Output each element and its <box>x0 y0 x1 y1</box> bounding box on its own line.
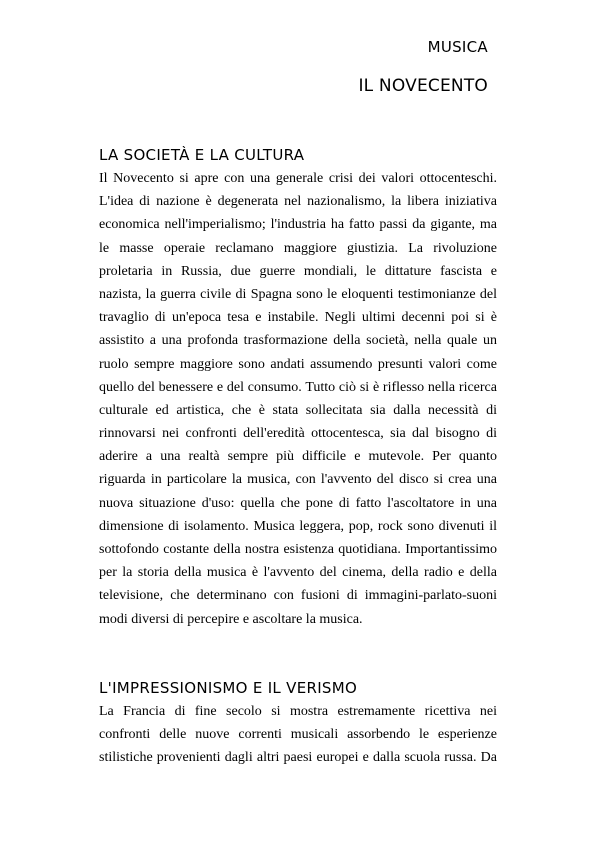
paragraph-line: riguarda in particolare la musica, con l'avvento del disco si crea una <box>99 472 497 488</box>
section-heading-impressionismo: L'IMPRESSIONISMO E IL VERISMO <box>99 679 358 697</box>
section-paragraph-impressionismo <box>99 700 497 770</box>
paragraph-line: ruolo sempre maggiore sono andati assumendo presunti valori come <box>99 356 497 372</box>
paragraph-line: proletaria in Russia, due guerre mondiali, le dittature fascista e <box>99 263 497 279</box>
paragraph-line: le masse operaie reclamano maggiore giustizia. La rivoluzione <box>99 240 497 256</box>
paragraph-line: aderire a una realtà sempre più difficile e mutevole. Per quanto <box>99 449 497 465</box>
paragraph-line: La Francia di fine secolo si mostra estremamente ricettiva nei <box>99 704 497 719</box>
paragraph-line: modi diversi di percepire e ascoltare la musica. <box>99 611 363 627</box>
subject-header: MUSICA <box>427 38 488 56</box>
paragraph-line: confronti delle nuove correnti musicali assorbendo le esperienze <box>99 727 497 743</box>
paragraph-line: L'idea di nazione è degenerata nel nazionalismo, la libera iniziativa <box>99 194 497 210</box>
paragraph-line: economica nell'imperialismo; l'industria ha fatto passi da gigante, ma <box>99 217 497 233</box>
section-heading-societa: LA SOCIETÀ E LA CULTURA <box>99 146 305 164</box>
paragraph-line: per la storia della musica è l'avvento del cinema, della radio e della <box>99 565 497 581</box>
paragraph-line: sottofondo costante della nostra esistenza quotidiana. Importantissimo <box>99 542 497 557</box>
paragraph-line: culturale ed artistica, che è stata sollecitata sia dalla necessità di <box>99 402 497 418</box>
paragraph-line: travaglio di un'epoca tesa e instabile. Negli ultimi decenni poi si è <box>99 310 497 326</box>
paragraph-line: televisione, che determinano con fusioni di immagini-parlato-suoni <box>99 588 497 604</box>
paragraph-line: nazista, la guerra civile di Spagna sono le eloquenti testimonianze del <box>99 286 497 302</box>
paragraph-line: nuova situazione d'uso: quella che pone di fatto l'ascoltatore in una <box>99 495 497 511</box>
paragraph-line: rinnovarsi nei confronti dell'eredità ottocentesca, sia dal bisogno di <box>99 426 497 442</box>
paragraph-line: quello del benessere e del consumo. Tutto ciò si è riflesso nella ricerca <box>99 379 497 395</box>
paragraph-line: assistito a una profonda trasformazione della società, nella quale un <box>99 333 497 349</box>
section-paragraph-societa <box>99 167 497 631</box>
paragraph-line: dimensione di isolamento. Musica leggera, pop, rock sono divenuti il <box>99 518 497 534</box>
chapter-title: IL NOVECENTO <box>358 76 488 96</box>
paragraph-line: Il Novecento si apre con una generale crisi dei valori ottocenteschi. <box>99 171 497 186</box>
paragraph-line: stilistiche provenienti dagli altri paesi europei e dalla scuola russa. Da <box>99 750 497 766</box>
